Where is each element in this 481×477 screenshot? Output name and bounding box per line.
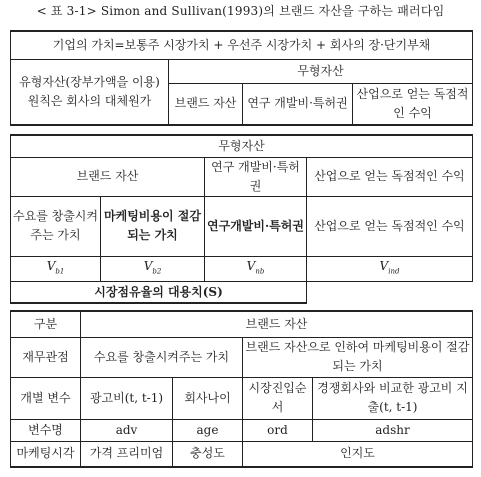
category-label: 구분 [11,311,81,337]
empty-cell [307,281,473,303]
name-age-cell: age [173,419,243,441]
var-ad-cell: 광고비(t, t-1) [81,377,173,419]
v-b1-cell: $V_{b1}$ [11,256,101,281]
financial-demand-cell: 수요를 창출시켜주는 가치 [81,337,243,377]
variable-name-label: 변수명 [11,419,81,441]
firm-value-table [10,30,473,126]
rnd-patent-cell: 연구개발비·특허권 [205,196,307,256]
intangible-header: 무형자산 [11,135,473,157]
tangible-asset-cell: 유형자산(장부가액을 이용) 원칙은 회사의 대체원가 [11,59,169,125]
var-age-cell: 회사나이 [173,377,243,419]
price-premium-cell: 가격 프리미엄 [81,441,173,467]
var-order-cell: 시장진입순서 [243,377,313,419]
name-ord-cell: ord [243,419,313,441]
var-competitor-cell: 경쟁회사와 비교한 광고비 지출(t, t-1) [313,377,473,419]
intangible-asset-header: 무형자산 [169,59,473,83]
marketing-saving-cell: 마케팅비용이 절감되는 가치 [101,196,205,256]
brand-variable-table [10,310,473,468]
awareness-cell: 인지도 [243,441,473,467]
financial-marketing-cell: 브랜드 자산으로 인하여 마케팅비용이 절감되는 가치 [243,337,473,377]
v-nb-cell: $V_{nb}$ [205,256,307,281]
v-ind-cell: $V_{ind}$ [307,256,473,281]
industry-header: 산업으로 얻는 독점적인 수익 [307,157,473,196]
intangible-asset-table [10,134,473,304]
table-caption: < 표 3-1> Simon and Sullivan(1993)의 브랜드 자산을 구하는 패러다임 [36,4,445,18]
rnd-header: 연구 개발비·특허권 [205,157,307,196]
v-b2-cell: $V_{b2}$ [101,256,205,281]
rnd-cell: 연구 개발비·특허권 [243,83,353,125]
market-share-substitute-cell: 시장점유율의 대용치(S) [11,281,307,303]
industry-revenue-cell: 산업으로 얻는 독점적인 수익 [353,83,473,125]
name-adv-cell: adv [81,419,173,441]
name-adshr-cell: adshr [313,419,473,441]
brand-asset-header-2: 브랜드 자산 [81,311,473,337]
demand-value-cell: 수요를 창출시켜주는 가치 [11,196,101,256]
marketing-view-label: 마케팅시각 [11,441,81,467]
brand-asset-header: 브랜드 자산 [11,157,205,196]
industry-revenue-cell-2: 산업으로 얻는 독점적인 수익 [307,196,473,256]
brand-asset-cell: 브랜드 자산 [169,83,243,125]
firm-value-formula: 기업의 가치=보통주 시장가치 + 우선주 시장가치 + 회사의 장·단기부채 [11,31,473,59]
loyalty-cell: 충성도 [173,441,243,467]
variable-label: 개별 변수 [11,377,81,419]
financial-view-label: 재무관점 [11,337,81,377]
